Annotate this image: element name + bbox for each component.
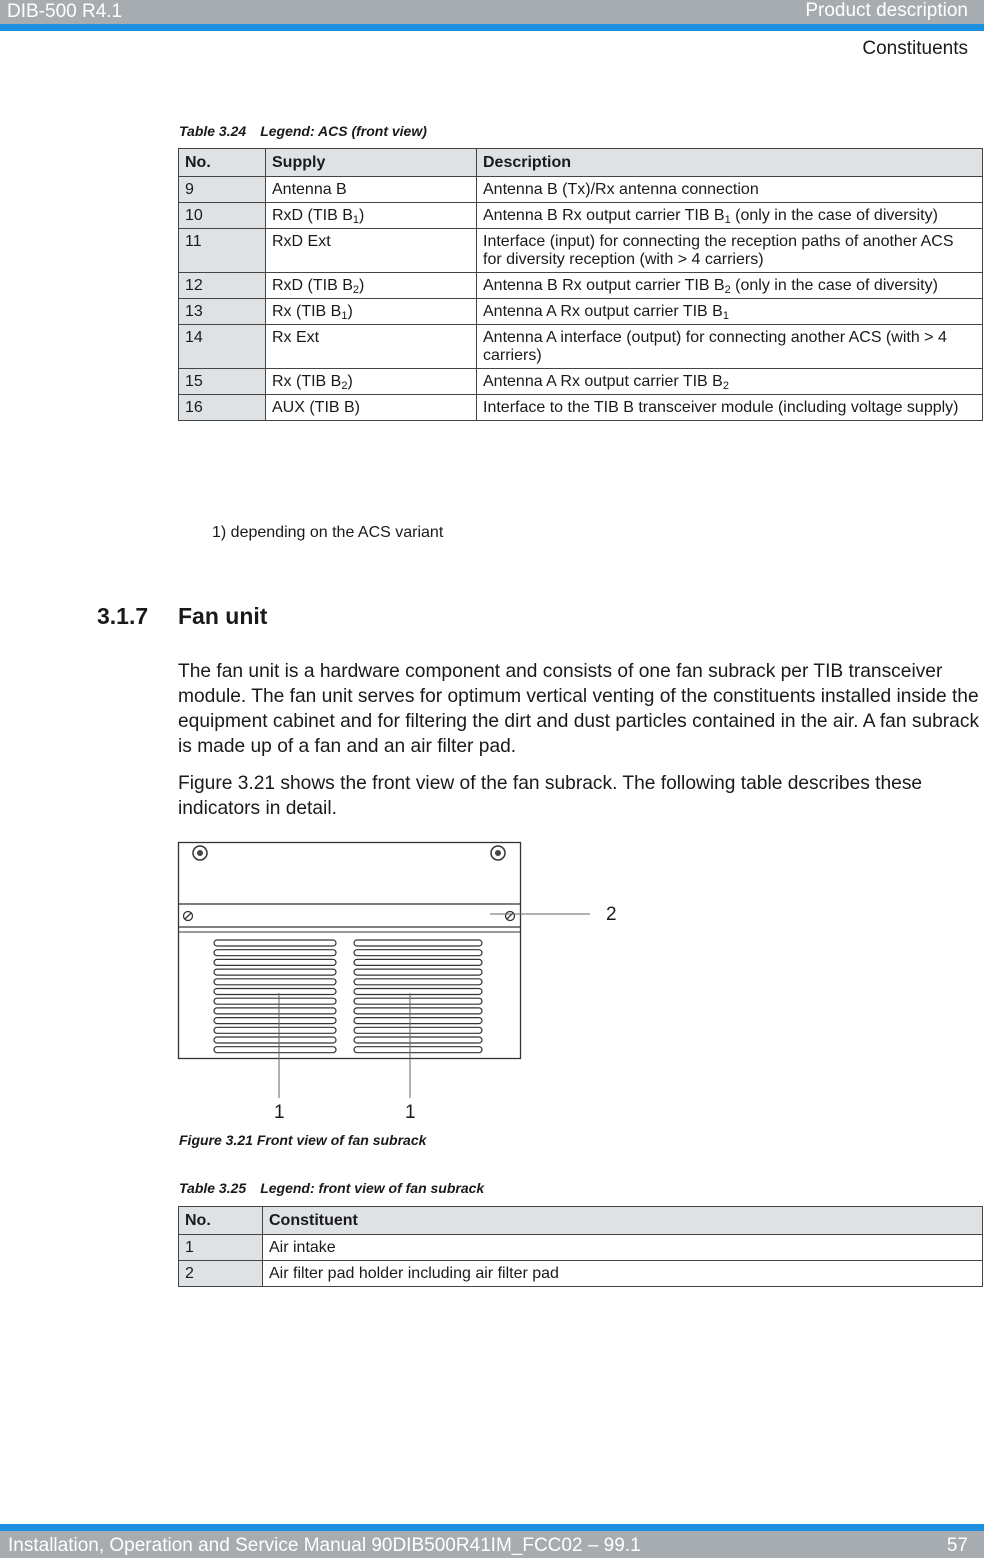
vent-slot	[214, 1018, 336, 1024]
vent-slot	[354, 998, 482, 1004]
cell-supply: RxD Ext	[266, 229, 477, 273]
table-footnote: 1) depending on the ACS variant	[212, 524, 444, 541]
cell-description: Antenna A Rx output carrier TIB $B_2$	[477, 369, 983, 395]
cell-no: 10	[179, 203, 266, 229]
table-caption	[179, 123, 427, 139]
fan-subrack-legend-table	[178, 1206, 983, 1287]
vent-slot	[214, 959, 336, 965]
cell-constituent: Air intake	[263, 1235, 983, 1261]
screw-icon	[506, 912, 515, 921]
cell-supply: RxD (TIB $B_1$)	[266, 203, 477, 229]
cell-description: Antenna A Rx output carrier TIB $B_1$	[477, 299, 983, 325]
vent-slot	[354, 1018, 482, 1024]
column-header-description: Description	[477, 149, 983, 177]
footer-manual-title: Installation, Operation and Service Manual 90DIB500R41IM_FCC02 – 99.1	[8, 1535, 641, 1556]
column-header-no: No.	[179, 149, 266, 177]
cell-no: 15	[179, 369, 266, 395]
cell-no: 16	[179, 395, 266, 421]
cell-no: 9	[179, 177, 266, 203]
cell-no: 1	[179, 1235, 263, 1261]
callout-label-1a: 1	[274, 1102, 285, 1123]
figure-caption-title: Front view of fan subrack	[256, 1132, 427, 1148]
cell-no: 13	[179, 299, 266, 325]
vent-slot	[214, 940, 336, 946]
vent-slot	[354, 1037, 482, 1043]
vent-slot	[354, 940, 482, 946]
vent-slot	[214, 979, 336, 985]
cell-description: Interface (input) for connecting the reception paths of another ACS for diversity reception (with > 4 carriers)	[477, 229, 983, 273]
vent-slot	[214, 998, 336, 1004]
table-row	[179, 273, 983, 299]
header-chapter: Product description	[805, 0, 968, 21]
screw-icon	[193, 846, 207, 860]
cell-supply: Rx (TIB $B_1$)	[266, 299, 477, 325]
fan-subrack-drawing	[170, 836, 640, 1126]
table-row	[179, 1261, 983, 1287]
table-header-row	[179, 1207, 983, 1235]
section-title: Fan unit	[178, 603, 268, 629]
cell-description: Antenna B Rx output carrier TIB $B_1$ (only in the case of diversity)	[477, 203, 983, 229]
table-caption-title: Legend: ACS (front view)	[260, 123, 427, 139]
table-caption-label: Table 3.24	[179, 123, 247, 139]
table-row	[179, 229, 983, 273]
table-row	[179, 177, 983, 203]
vent-slot	[214, 1008, 336, 1014]
vent-slot	[214, 1027, 336, 1033]
table-caption	[179, 1180, 484, 1196]
cell-no: 11	[179, 229, 266, 273]
page-number: 57	[946, 1535, 968, 1556]
table-row	[179, 369, 983, 395]
column-header-supply: Supply	[266, 149, 477, 177]
vent-slot	[214, 989, 336, 995]
callout-label-1b: 1	[405, 1102, 416, 1123]
body-paragraph: The fan unit is a hardware component and consists of one fan subrack per TIB transceiver module. The fan unit serves for optimum vertical venting of the constituents installed inside the equipment cabinet and for filtering the dirt and dust particles contained in the air. A fan subrack is made up of a fan and an air filter pad.	[178, 661, 980, 757]
table-caption-title: Legend: front view of fan subrack	[260, 1180, 485, 1196]
cell-no: 14	[179, 325, 266, 369]
header-doc-title: DIB-500 R4.1	[7, 1, 123, 22]
body-paragraph: Figure 3.21 shows the front view of the fan subrack. The following table describes these indicators in detail.	[178, 773, 923, 819]
footer-accent-line	[0, 1524, 984, 1531]
header-accent-line	[0, 24, 984, 31]
column-header-constituent: Constituent	[263, 1207, 983, 1235]
header-section: Constituents	[862, 38, 968, 59]
table-caption-label: Table 3.25	[179, 1180, 247, 1196]
cell-supply: Rx (TIB $B_2$)	[266, 369, 477, 395]
fan-subrack-figure	[170, 836, 640, 1131]
callout-label-2: 2	[606, 904, 617, 925]
vent-slot	[214, 969, 336, 975]
section-number: 3.1.7	[97, 603, 149, 629]
vent-slot	[214, 950, 336, 956]
table-row	[179, 299, 983, 325]
vent-slot	[354, 1047, 482, 1053]
cell-description: Antenna B (Tx)/Rx antenna connection	[477, 177, 983, 203]
figure-caption-label: Figure 3.21	[179, 1132, 253, 1148]
cell-constituent: Air filter pad holder including air filter pad	[263, 1261, 983, 1287]
acs-legend-table	[178, 148, 983, 421]
cell-description: Antenna A interface (output) for connecting another ACS (with > 4 carriers)	[477, 325, 983, 369]
vent-slot	[214, 1047, 336, 1053]
table-row	[179, 1235, 983, 1261]
vent-slot	[354, 1027, 482, 1033]
table-row	[179, 395, 983, 421]
table-header-row	[179, 149, 983, 177]
cell-description: Antenna B Rx output carrier TIB $B_2$ (only in the case of diversity)	[477, 273, 983, 299]
table-row	[179, 203, 983, 229]
vent-slot	[354, 959, 482, 965]
vent-slot	[214, 1037, 336, 1043]
cell-supply: Antenna B	[266, 177, 477, 203]
cell-no: 2	[179, 1261, 263, 1287]
vent-slot	[354, 969, 482, 975]
column-header-no: No.	[179, 1207, 263, 1235]
table-row	[179, 325, 983, 369]
vent-slot	[354, 1008, 482, 1014]
vent-slot	[354, 989, 482, 995]
screw-icon	[491, 846, 505, 860]
cell-supply: RxD (TIB $B_2$)	[266, 273, 477, 299]
cell-supply: Rx Ext	[266, 325, 477, 369]
figure-caption	[179, 1132, 426, 1148]
cell-no: 12	[179, 273, 266, 299]
screw-icon	[184, 912, 193, 921]
vent-slot	[354, 950, 482, 956]
cell-description: Interface to the TIB B transceiver module (including voltage supply)	[477, 395, 983, 421]
vent-slot	[354, 979, 482, 985]
cell-supply: AUX (TIB B)	[266, 395, 477, 421]
